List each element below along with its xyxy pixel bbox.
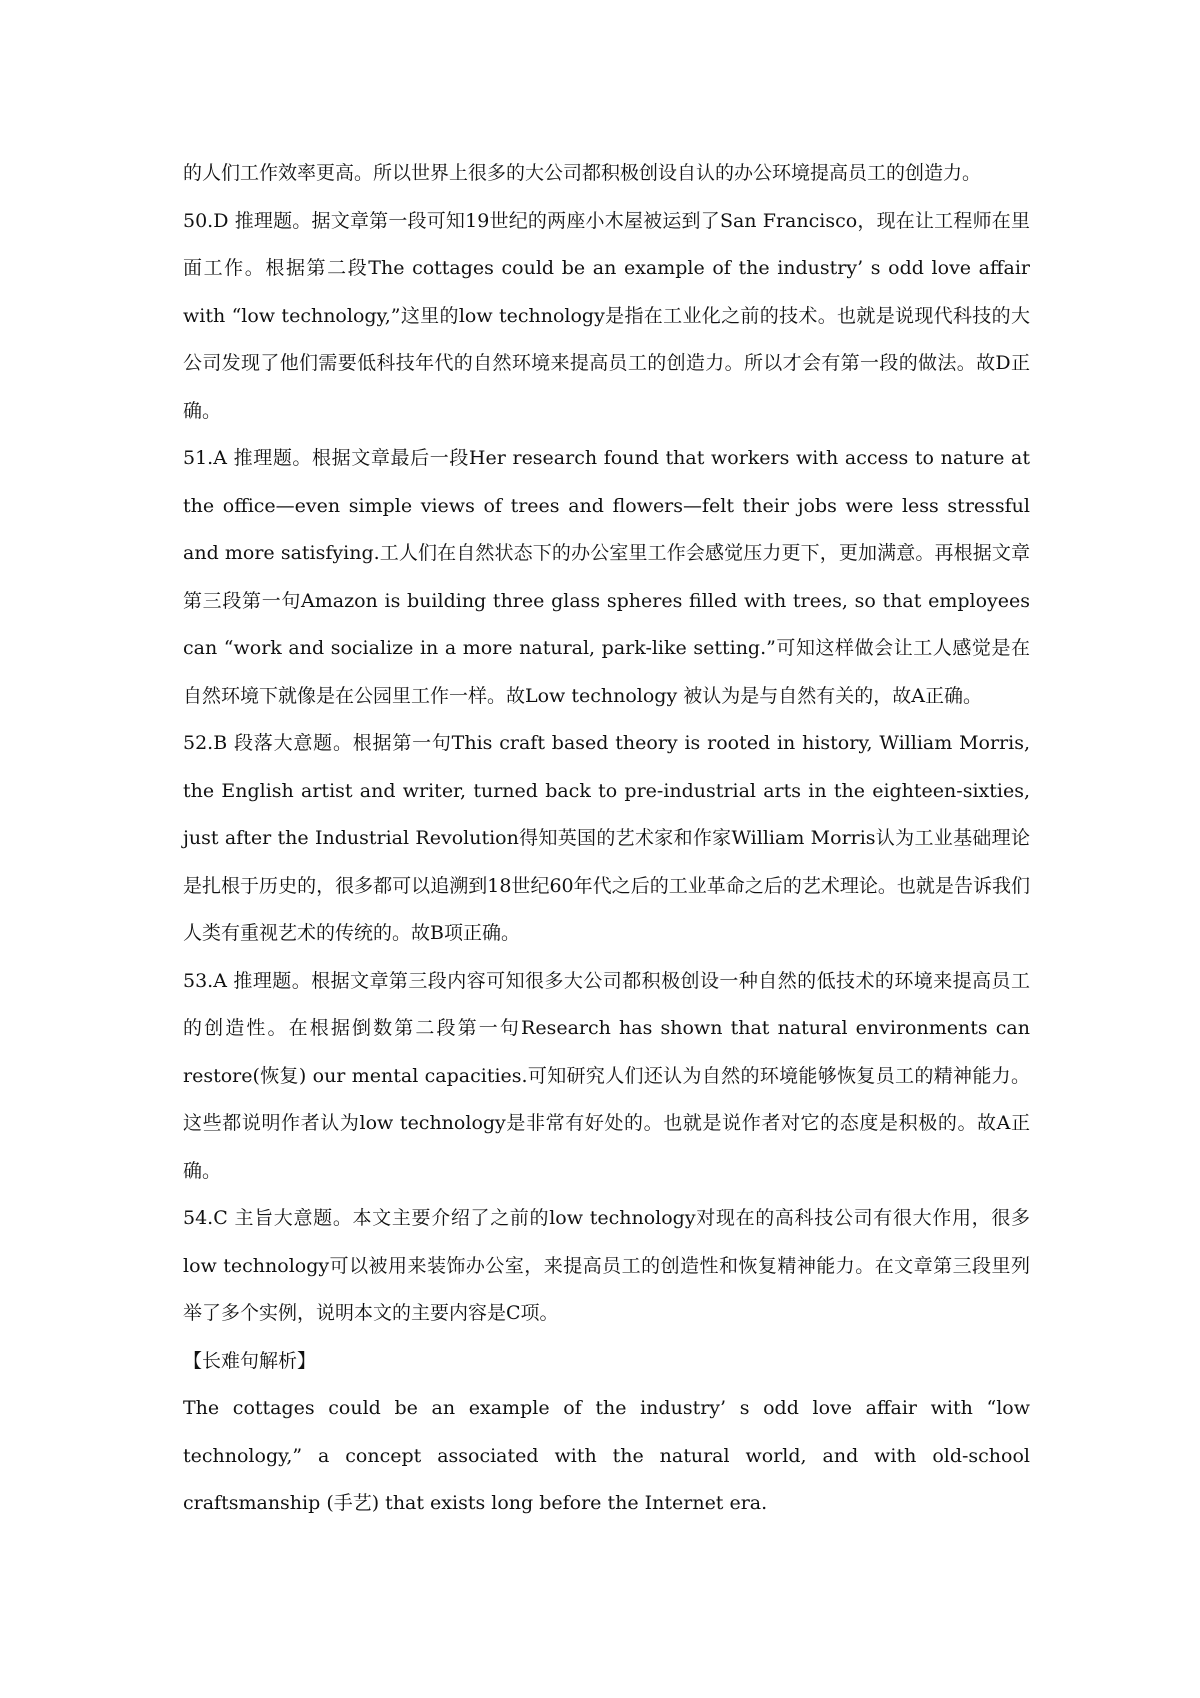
answer-54-explanation: 54.C 主旨大意题。本文主要介绍了之前的low technology对现在的高科技公司有很大作用，很多low technology可以被用来装饰办公室，来提高员工的创造性和恢复精神能力。在文章第三段里列举了多个实例，说明本文的主要内容是C项。: [183, 1207, 1030, 1324]
document-body: [183, 150, 1030, 1528]
answer-53-explanation: 53.A 推理题。根据文章第三段内容可知很多大公司都积极创设一种自然的低技术的环境来提高员工的创造性。在根据倒数第二段第一句Research has shown that natural environments can restore(恢复) our mental capacities.可知研究人们还认为自然的环境能够恢复员工的精神能力。这些都说明作者认为low technology是非常有好处的。也就是说作者对它的态度是积极的。故A正确。: [183, 969, 1030, 1182]
section-heading: 【长难句解析】: [183, 1349, 317, 1372]
paragraph-continuation: 的人们工作效率更高。所以世界上很多的大公司都积极创设自认的办公环境提高员工的创造力。: [183, 162, 982, 184]
long-sentence-example: The cottages could be an example of the industry’ s odd love affair with “low technology,” a concept associated with the natural world, and with old-school craftsmanship (手艺) that exists long before the Internet era.: [183, 1397, 1030, 1514]
answer-52-explanation: 52.B 段落大意题。根据第一句This craft based theory is rooted in history, William Morris, the English artist and writer, turned back to pre-industrial arts in the eighteen-sixties, just after the Industrial Revolution得知英国的艺术家和作家William Morris认为工业基础理论是扎根于历史的，很多都可以追溯到18世纪60年代之后的工业革命之后的艺术理论。也就是告诉我们人类有重视艺术的传统的。故B项正确。: [183, 732, 1030, 944]
answer-51-explanation: 51.A 推理题。根据文章最后一段Her research found that workers with access to nature at the office—even simple views of trees and flowers—felt their jobs were less stressful and more satisfying.工人们在自然状态下的办公室里工作会感觉压力更下，更加满意。再根据文章第三段第一句Amazon is building three glass spheres filled with trees, so that employees can “work and socialize in a more natural, park-like setting.”可知这样做会让工人感觉是在自然环境下就像是在公园里工作一样。故Low technology 被认为是与自然有关的，故A正确。: [183, 447, 1030, 707]
answer-50-explanation: 50.D 推理题。据文章第一段可知19世纪的两座小木屋被运到了San Francisco，现在让工程师在里面工作。根据第二段The cottages could be an example of the industry’ s odd love affair with “low technology,”这里的low technology是指在工业化之前的技术。也就是说现代科技的大公司发现了他们需要低科技年代的自然环境来提高员工的创造力。所以才会有第一段的做法。故D正确。: [183, 209, 1030, 422]
